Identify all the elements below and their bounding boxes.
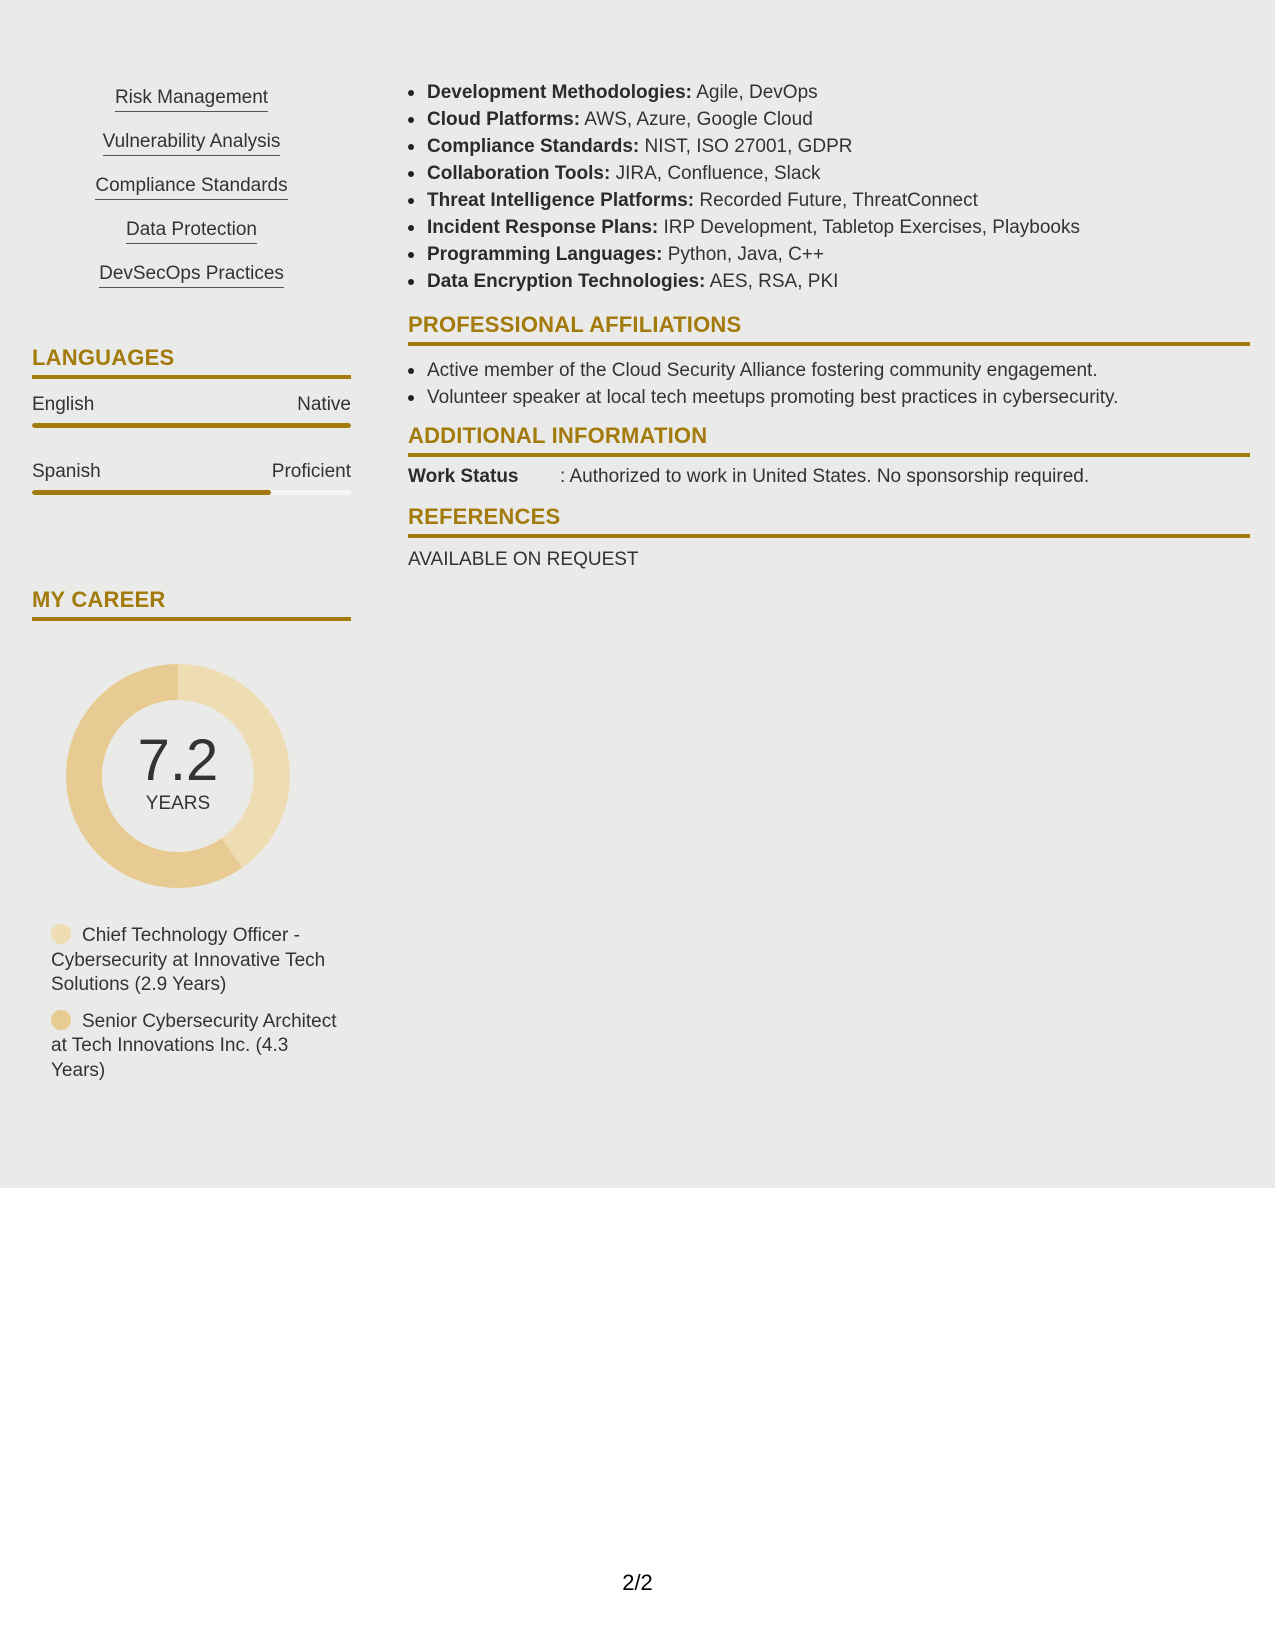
affiliations-list [408, 357, 1250, 411]
language-proficiency-fill [32, 490, 271, 495]
languages-section [32, 344, 351, 495]
references-text: AVAILABLE ON REQUEST [408, 549, 639, 570]
additional-info-heading: ADDITIONAL INFORMATION [408, 422, 1250, 457]
legend-dot-icon [51, 924, 71, 944]
language-level: Native [297, 394, 351, 415]
skill-tag: Data Protection [126, 218, 257, 244]
languages-heading: LANGUAGES [32, 344, 351, 379]
work-status-value: : Authorized to work in United States. No sponsorship required. [560, 466, 1090, 487]
references-section [408, 503, 1250, 572]
language-row [32, 460, 351, 484]
list-item: Data Encryption Technologies: AES, RSA, PKI [408, 268, 1250, 295]
legend-label: Senior Cybersecurity Architect at Tech Innovations Inc. (4.3 Years) [51, 1010, 337, 1081]
list-item: Incident Response Plans: IRP Development, Tabletop Exercises, Playbooks [408, 214, 1250, 241]
technical-skills-list [408, 79, 1250, 295]
skill-tag: DevSecOps Practices [99, 262, 284, 288]
skill-tag: Compliance Standards [95, 174, 287, 200]
list-item: Active member of the Cloud Security Alliance fostering community engagement. [408, 357, 1250, 384]
language-proficiency-bar [32, 490, 351, 495]
legend-label: Chief Technology Officer - Cybersecurity at Innovative Tech Solutions (2.9 Years) [51, 925, 326, 995]
affiliations-section [408, 311, 1250, 411]
legend-dot-icon [51, 1010, 71, 1030]
career-total-years: 7.2 [137, 728, 219, 793]
legend-item [51, 924, 341, 998]
language-level: Proficient [271, 461, 351, 482]
language-name: English [32, 394, 95, 415]
donut-center [66, 664, 290, 888]
career-total-unit: YEARS [145, 793, 211, 814]
legend-item [51, 1010, 341, 1084]
list-item: Threat Intelligence Platforms: Recorded Future, ThreatConnect [408, 187, 1250, 214]
career-heading: MY CAREER [32, 586, 351, 621]
list-item: Volunteer speaker at local tech meetups promoting best practices in cybersecurity. [408, 384, 1250, 411]
language-proficiency-bar [32, 423, 351, 428]
affiliations-heading: PROFESSIONAL AFFILIATIONS [408, 311, 1250, 346]
list-item: Development Methodologies: Agile, DevOps [408, 79, 1250, 106]
references-heading: REFERENCES [408, 503, 1250, 538]
list-item: Collaboration Tools: JIRA, Confluence, Slack [408, 160, 1250, 187]
language-proficiency-fill [32, 423, 351, 428]
career-section [32, 586, 351, 1081]
skill-tag: Risk Management [115, 86, 268, 112]
language-name: Spanish [32, 461, 101, 482]
list-item: Compliance Standards: NIST, ISO 27001, GDPR [408, 133, 1250, 160]
work-status-row [408, 465, 1250, 489]
additional-info-section [408, 422, 1250, 489]
work-status-label: Work Status [408, 466, 519, 487]
list-item: Programming Languages: Python, Java, C++ [408, 241, 1250, 268]
list-item: Cloud Platforms: AWS, Azure, Google Cloud [408, 106, 1250, 133]
skill-tag: Vulnerability Analysis [103, 130, 281, 156]
skills-list [32, 86, 351, 306]
career-legend [51, 924, 341, 1095]
career-donut-chart [66, 664, 290, 888]
language-row [32, 393, 351, 417]
page-number: 2/2 [622, 1570, 653, 1595]
